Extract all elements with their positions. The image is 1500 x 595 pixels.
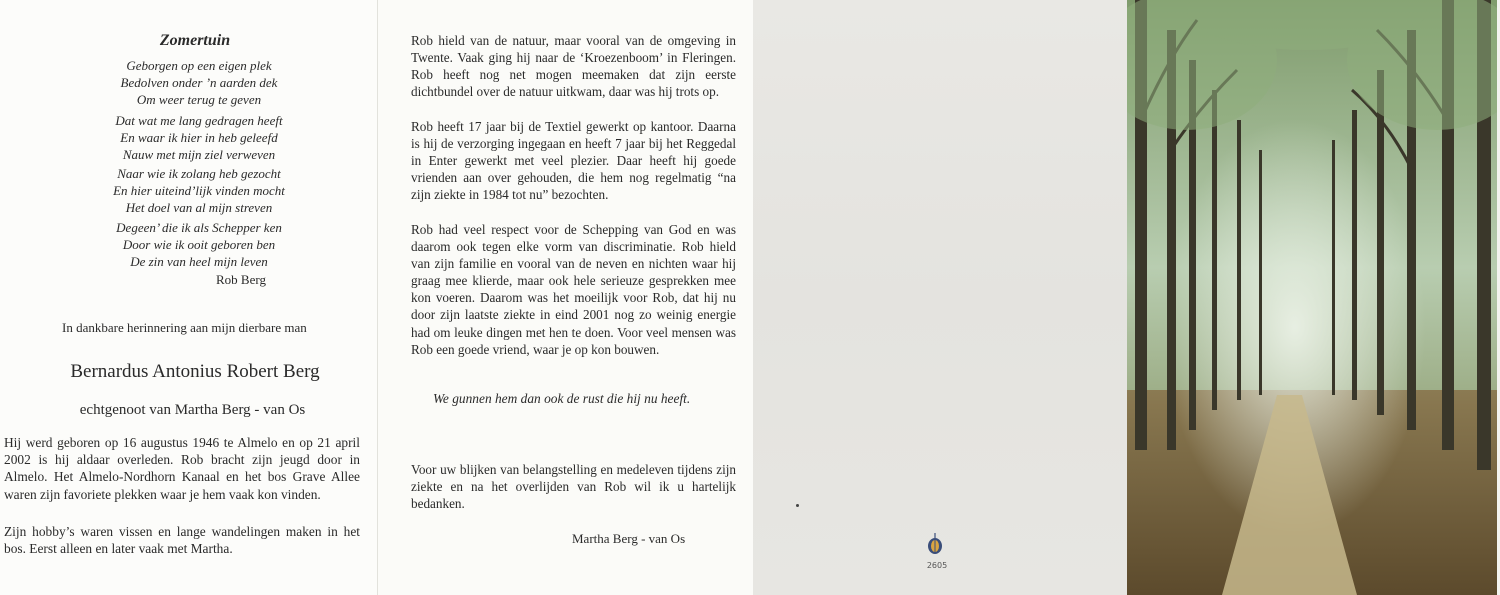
- blank-grey-panel: [753, 0, 1127, 595]
- spouse-line: echtgenoot van Martha Berg - van Os: [79, 402, 306, 418]
- forest-photo: [1127, 0, 1500, 595]
- poem-line: Om weer terug te geven: [136, 92, 262, 107]
- signature: Martha Berg - van Os: [572, 531, 686, 546]
- paper-speck: [796, 504, 799, 507]
- deceased-name: Bernardus Antonius Robert Berg: [70, 361, 320, 382]
- poem-stanza: [0, 57, 398, 108]
- poem-stanza: [0, 165, 398, 216]
- poem-line: De zin van heel mijn leven: [130, 254, 268, 269]
- dedication-line: In dankbare herinnering aan mijn dierbare man: [62, 320, 307, 335]
- left-card-panel: [0, 0, 378, 595]
- poem-line: Dat wat me lang gedragen heeft: [115, 113, 283, 128]
- bio-paragraph: Hij werd geboren op 16 augustus 1946 te Almelo en op 21 april 2002 is hij aldaar overleden. Rob bracht zijn jeugd door in Almelo. Het Almelo-Nordhorn Kanaal en het bos Grave Allee waren zijn favoriete plekken waar je hem vaak kon vinden.: [4, 435, 360, 502]
- tulip-emblem-icon: [926, 533, 944, 555]
- bio-paragraph: Zijn hobby’s waren vissen en lange wandelingen maken in het bos. Eerst alleen en later vaak met Martha.: [4, 524, 360, 557]
- poem-line: Nauw met mijn ziel verweven: [122, 147, 276, 162]
- poem-line: Degeen’ die ik als Schepper ken: [116, 220, 282, 235]
- forest-path-icon: [1127, 0, 1500, 595]
- poem-author: Rob Berg: [216, 272, 266, 287]
- poem-line: Naar wie ik zolang heb gezocht: [117, 166, 281, 181]
- thanks-paragraph: Voor uw blijken van belangstelling en medeleven tijdens zijn ziekte en na het overlijden van Rob wil ik u hartelijk bedanken.: [411, 462, 736, 512]
- poem-line: Door wie ik ooit geboren ben: [122, 237, 276, 252]
- story-paragraph: Rob had veel respect voor de Schepping van God en was daarom ook tegen elke vorm van discriminatie. Rob hield van zijn familie en vooral van de neven en nichten waar hij graag mee klierde, maar ook hele serieuze gesprekken mee kon voeren. Daarom was het moeilijk voor Rob, dat hij nu door zijn laatste ziekte in eind 2001 nog zo weinig energie had om leuke dingen met hen te doen. Voor veel mensen was Rob een goede vriend, waar je op kon bouwen.: [411, 222, 736, 357]
- poem-line: Bedolven onder ’n aarden dek: [120, 75, 278, 90]
- poem-stanza: [0, 219, 398, 270]
- story-paragraph: Rob hield van de natuur, maar vooral van de omgeving in Twente. Vaak ging hij naar de ‘Kroezenboom’ in Fleringen. Rob heeft nog net mogen meemaken dat zijn eerste dichtbundel over de natuur uitkwam, daar was hij trots op.: [411, 33, 736, 100]
- poem-stanza: [0, 112, 398, 163]
- poem-title: Zomertuin: [159, 32, 231, 49]
- closing-quote: We gunnen hem dan ook de rust die hij nu heeft.: [433, 391, 691, 406]
- print-code: 2605: [926, 561, 948, 570]
- poem-line: Het doel van al mijn streven: [125, 200, 273, 215]
- poem-line: En waar ik hier in heb geleefd: [120, 130, 278, 145]
- poem-line: Geborgen op een eigen plek: [126, 58, 272, 73]
- story-paragraph: Rob heeft 17 jaar bij de Textiel gewerkt op kantoor. Daarna is hij de verzorging ingegaan en heeft 7 jaar bij het Reggedal in Enter gewerkt met veel plezier. Daar heeft hij goede vrienden aan over gehouden, die hem nog regelmatig “na zijn ziekte in 1984 tot nu” bezochten.: [411, 119, 736, 203]
- poem-line: En hier uiteind’lijk vinden mocht: [113, 183, 285, 198]
